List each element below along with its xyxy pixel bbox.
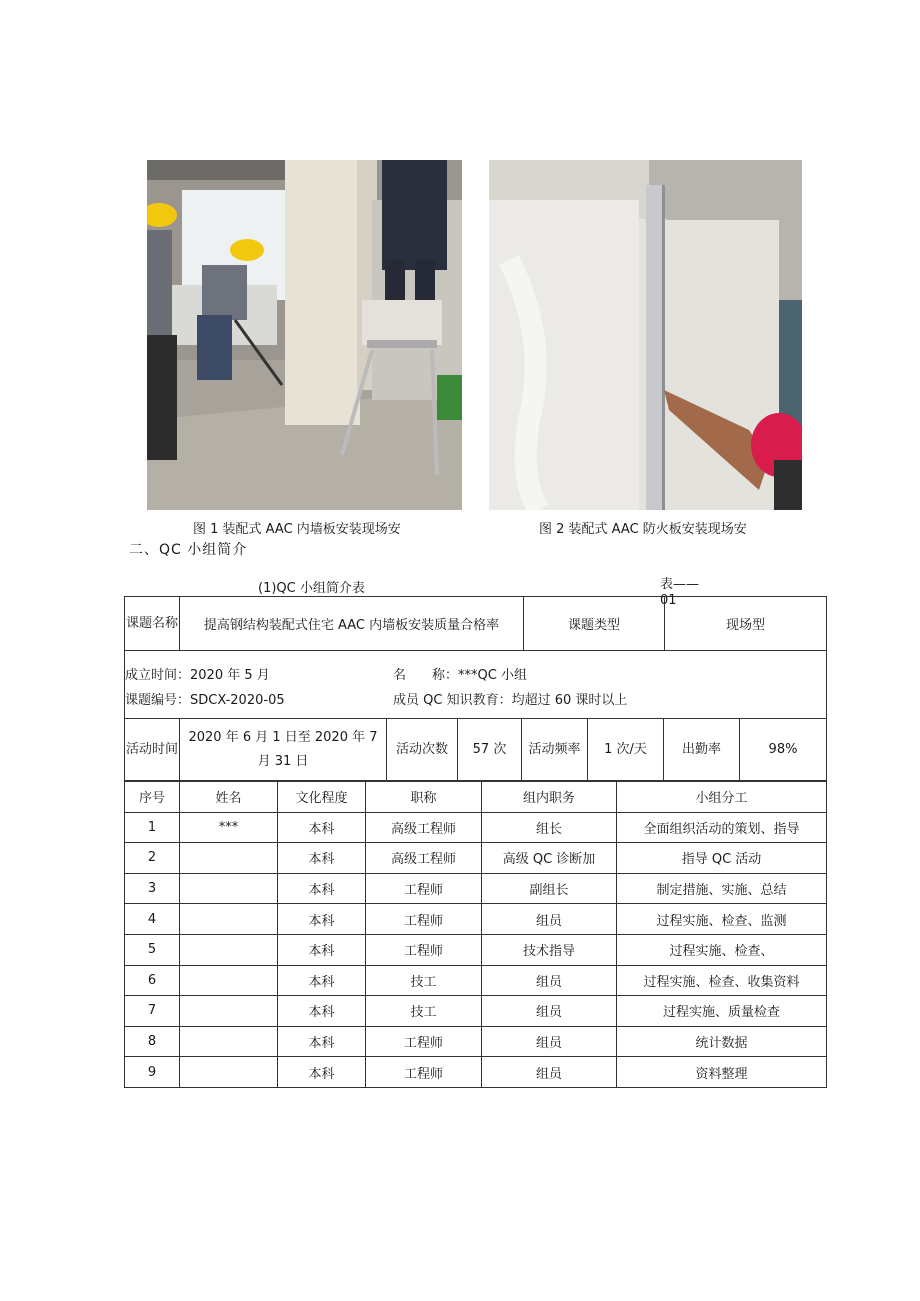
table-cell: 本科 xyxy=(278,873,366,904)
table-cell: 组员 xyxy=(482,1026,617,1057)
table-cell: 8 xyxy=(125,1026,180,1057)
table-cell: 本科 xyxy=(278,996,366,1027)
table-title: (1)QC 小组简介表 xyxy=(258,581,365,596)
table-cell xyxy=(180,934,278,965)
section-heading: 二、QC 小组简介 xyxy=(129,542,248,558)
table-cell xyxy=(180,996,278,1027)
topic-name-label: 课题名称 xyxy=(125,597,180,651)
table-cell: 高级工程师 xyxy=(366,843,482,874)
header-cell: 职称 xyxy=(366,782,482,813)
table-cell: 5 xyxy=(125,934,180,965)
table-row xyxy=(125,843,827,874)
topic-code: 课题编号：SDCX-2020-05 xyxy=(125,693,285,708)
qc-education: 成员 QC 知识教育：均超过 60 课时以上 xyxy=(393,693,628,708)
activity-time-label: 活动时间 xyxy=(125,719,180,781)
table-cell: 3 xyxy=(125,873,180,904)
table-row xyxy=(125,812,827,843)
table-row xyxy=(125,934,827,965)
founded-date: 成立时间：2020 年 5 月 xyxy=(125,668,270,683)
table-cell: 本科 xyxy=(278,1026,366,1057)
table-cell: 本科 xyxy=(278,812,366,843)
table-cell: 工程师 xyxy=(366,1026,482,1057)
figure-1-caption: 图 1 装配式 AAC 内墙板安装现场安 xyxy=(193,522,401,537)
header-cell: 组内职务 xyxy=(482,782,617,813)
installation-photo-2 xyxy=(489,160,802,510)
table-cell xyxy=(180,965,278,996)
table-cell: 过程实施、检查、 xyxy=(617,934,827,965)
table-cell: 7 xyxy=(125,996,180,1027)
topic-table xyxy=(124,596,827,651)
activity-time-value: 2020 年 6 月 1 日至 2020 年 7 月 31 日 xyxy=(180,719,387,781)
table-cell: 过程实施、检查、监测 xyxy=(617,904,827,935)
members-table xyxy=(124,781,827,1088)
table-cell xyxy=(180,1026,278,1057)
table-cell: 本科 xyxy=(278,934,366,965)
table-cell: 技工 xyxy=(366,996,482,1027)
table-cell: 副组长 xyxy=(482,873,617,904)
table-cell: *** xyxy=(180,812,278,843)
header-cell: 文化程度 xyxy=(278,782,366,813)
table-cell: 4 xyxy=(125,904,180,935)
activity-table xyxy=(124,718,827,781)
figure-2-caption: 图 2 装配式 AAC 防火板安装现场安 xyxy=(539,522,747,537)
table-cell: 指导 QC 活动 xyxy=(617,843,827,874)
header-cell: 小组分工 xyxy=(617,782,827,813)
table-cell: 6 xyxy=(125,965,180,996)
table-cell: 技工 xyxy=(366,965,482,996)
table-cell: 组员 xyxy=(482,996,617,1027)
table-row xyxy=(125,1026,827,1057)
table-cell xyxy=(180,904,278,935)
group-name: 名 称：***QC 小组 xyxy=(393,668,527,683)
table-cell: 工程师 xyxy=(366,904,482,935)
table-header-row xyxy=(125,782,827,813)
table-number: 表——01 xyxy=(660,577,700,608)
table-cell: 工程师 xyxy=(366,873,482,904)
table-cell xyxy=(180,1057,278,1088)
table-cell xyxy=(180,843,278,874)
activity-count-value: 57 次 xyxy=(458,719,522,781)
table-cell: 9 xyxy=(125,1057,180,1088)
activity-count-label: 活动次数 xyxy=(387,719,458,781)
table-row xyxy=(125,904,827,935)
installation-photo-1 xyxy=(147,160,462,510)
table-cell: 本科 xyxy=(278,904,366,935)
header-cell: 姓名 xyxy=(180,782,278,813)
table-cell: 资料整理 xyxy=(617,1057,827,1088)
table-cell: 高级工程师 xyxy=(366,812,482,843)
attendance-value: 98% xyxy=(740,719,827,781)
table-cell xyxy=(180,873,278,904)
header-cell: 序号 xyxy=(125,782,180,813)
table-cell: 2 xyxy=(125,843,180,874)
table-cell: 本科 xyxy=(278,965,366,996)
table-cell: 组员 xyxy=(482,1057,617,1088)
attendance-label: 出勤率 xyxy=(664,719,740,781)
table-cell: 过程实施、检查、收集资料 xyxy=(617,965,827,996)
table-cell: 1 xyxy=(125,812,180,843)
table-cell: 高级 QC 诊断加 xyxy=(482,843,617,874)
activity-freq-label: 活动频率 xyxy=(522,719,588,781)
table-cell: 工程师 xyxy=(366,934,482,965)
table-cell: 组员 xyxy=(482,965,617,996)
table-cell: 组长 xyxy=(482,812,617,843)
table-row xyxy=(125,873,827,904)
table-row xyxy=(125,1057,827,1088)
table-cell: 全面组织活动的策划、指导 xyxy=(617,812,827,843)
table-row xyxy=(125,996,827,1027)
table-cell: 制定措施、实施、总结 xyxy=(617,873,827,904)
table-cell: 本科 xyxy=(278,843,366,874)
table-cell: 过程实施、质量检查 xyxy=(617,996,827,1027)
table-row xyxy=(125,965,827,996)
topic-name-value: 提高钢结构装配式住宅 AAC 内墙板安装质量合格率 xyxy=(180,597,524,651)
table-cell: 工程师 xyxy=(366,1057,482,1088)
table-cell: 统计数据 xyxy=(617,1026,827,1057)
table-cell: 本科 xyxy=(278,1057,366,1088)
topic-type-label: 课题类型 xyxy=(524,597,665,651)
activity-freq-value: 1 次/天 xyxy=(588,719,664,781)
group-info xyxy=(124,650,827,718)
table-cell: 技术指导 xyxy=(482,934,617,965)
table-cell: 组员 xyxy=(482,904,617,935)
topic-type-value: 现场型 xyxy=(665,597,827,651)
